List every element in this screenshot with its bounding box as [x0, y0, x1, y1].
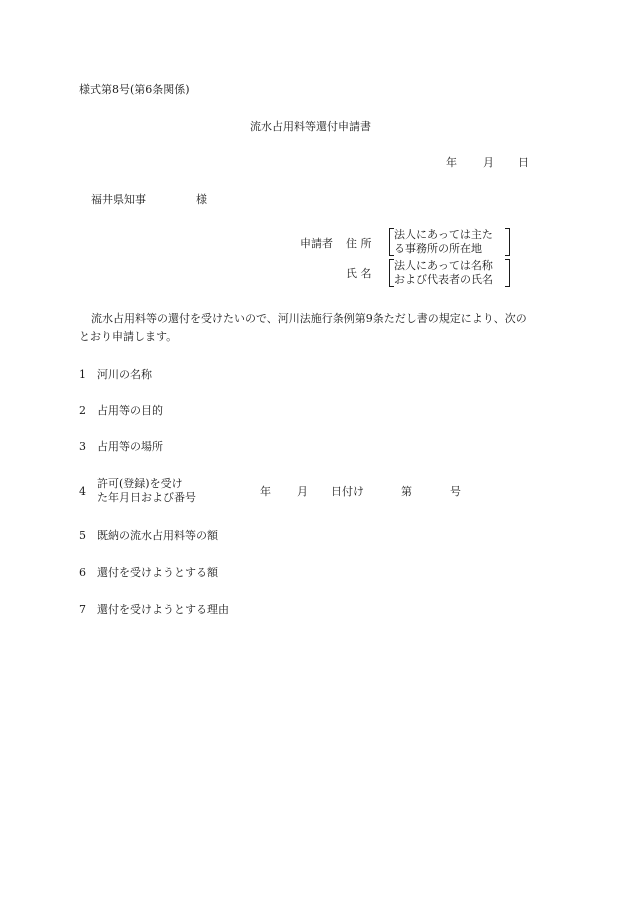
name-note-line1: 法人にあっては名称: [394, 259, 493, 272]
address-label: 住 所: [346, 237, 372, 250]
item-label: 占用等の場所: [97, 440, 163, 453]
form-id: 様式第8号(第6条関係): [79, 83, 190, 96]
item-number: 7: [79, 603, 86, 616]
applicant-label: 申請者: [300, 237, 333, 250]
item-label: 占用等の目的: [97, 404, 163, 417]
item-number: 1: [79, 368, 86, 381]
address-bracket-right: [505, 228, 510, 256]
item-label: 河川の名称: [97, 368, 152, 381]
item-number: 2: [79, 404, 86, 417]
item-label: 還付を受けようとする額: [97, 566, 218, 579]
item-label-line2: た年月日および番号: [97, 491, 196, 504]
addressee-honorific: 様: [196, 193, 207, 206]
address-note-line1: 法人にあっては主た: [394, 228, 493, 241]
item-label: 既納の流水占用料等の額: [97, 529, 218, 542]
item-number: 4: [79, 485, 86, 498]
permit-year-label: 年: [260, 485, 271, 498]
permit-number-suffix: 号: [450, 485, 461, 498]
permit-month-label: 月: [297, 485, 308, 498]
date-day-label: 日: [518, 156, 529, 169]
body-text-line2: とおり申請します。: [79, 330, 178, 343]
body-text-line1: 流水占用料等の還付を受けたいので、河川法施行条例第9条ただし書の規定により、次の: [91, 312, 527, 325]
item-number: 5: [79, 529, 86, 542]
name-note-line2: および代表者の氏名: [394, 273, 493, 286]
item-label: 還付を受けようとする理由: [97, 603, 229, 616]
item-number: 6: [79, 566, 86, 579]
page-title: 流水占用料等還付申請書: [250, 120, 371, 133]
item-label-line1: 許可(登録)を受け: [97, 477, 183, 490]
name-label: 氏 名: [346, 267, 372, 280]
permit-number-prefix: 第: [401, 485, 412, 498]
date-month-label: 月: [483, 156, 494, 169]
address-note-line2: る事務所の所在地: [394, 242, 482, 255]
date-year-label: 年: [446, 156, 457, 169]
addressee-name: 福井県知事: [91, 193, 146, 206]
permit-date-suffix: 日付け: [331, 485, 364, 498]
name-bracket-right: [505, 259, 510, 287]
item-number: 3: [79, 440, 86, 453]
